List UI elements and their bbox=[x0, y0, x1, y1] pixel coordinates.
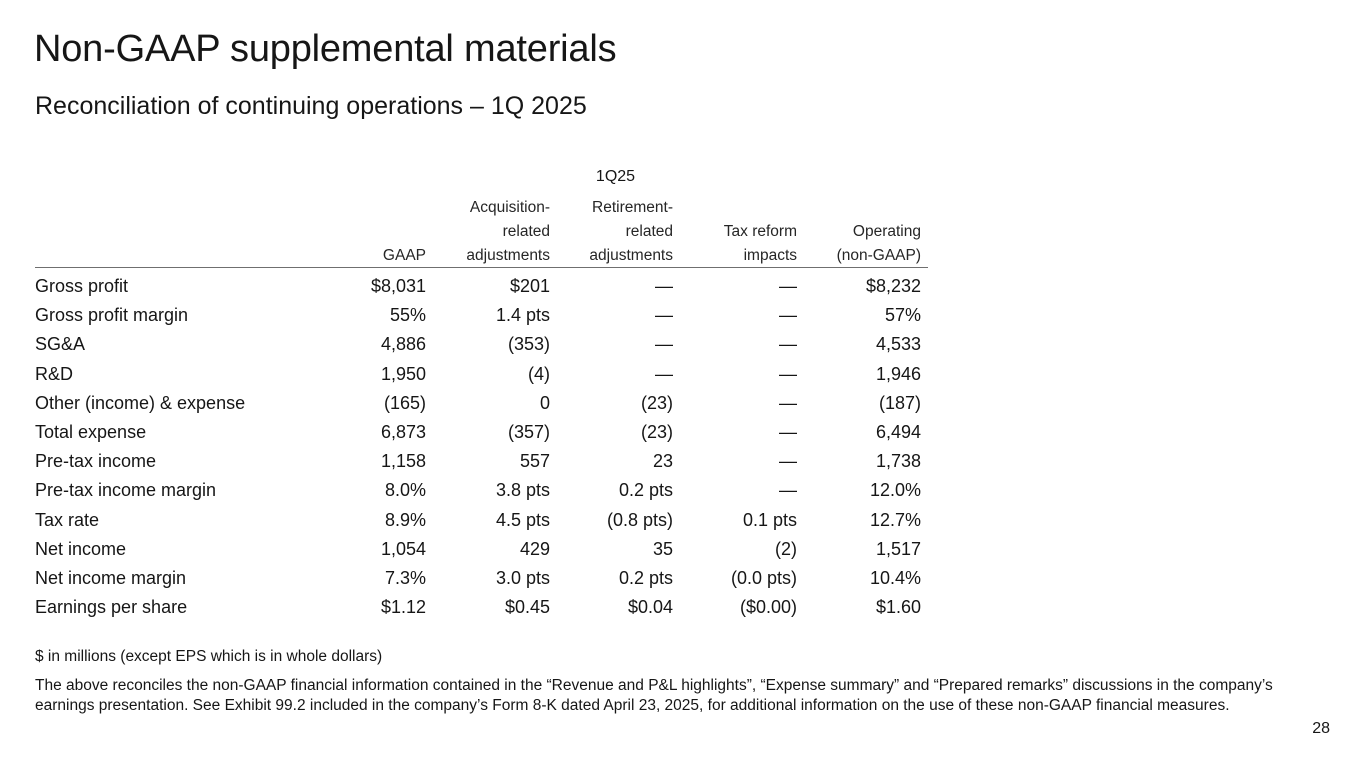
table-cell: 7.3% bbox=[384, 567, 426, 588]
table-cell: 429 bbox=[519, 538, 550, 559]
row-label: Tax rate bbox=[35, 509, 100, 530]
column-header-line: GAAP bbox=[382, 247, 426, 264]
table-cell: 1.4 pts bbox=[495, 305, 550, 326]
table-cell: 0.1 pts bbox=[742, 509, 797, 530]
table-cell: $1.12 bbox=[380, 597, 426, 618]
col-acquisition-header bbox=[410, 198, 550, 268]
table-row bbox=[35, 506, 928, 535]
table-cell: (0.0 pts) bbox=[730, 567, 797, 588]
table-cell: 6,494 bbox=[875, 421, 921, 442]
table-cell: — bbox=[779, 363, 797, 384]
table-cell: — bbox=[779, 451, 797, 472]
table-cell: 23 bbox=[652, 451, 673, 472]
column-header-line: Operating bbox=[852, 223, 921, 240]
table-cell: (357) bbox=[507, 421, 550, 442]
table-cell: (0.8 pts) bbox=[606, 509, 673, 530]
table-cell: $8,232 bbox=[865, 276, 921, 296]
table-cell: 57% bbox=[884, 305, 921, 326]
table-cell: (4) bbox=[528, 363, 550, 384]
table-cell: 6,873 bbox=[380, 421, 426, 442]
table-cell: 1,054 bbox=[380, 538, 426, 559]
table-cell: $201 bbox=[509, 276, 550, 296]
row-label: Total expense bbox=[35, 421, 147, 442]
col-tax-reform-header bbox=[657, 198, 797, 268]
table-row bbox=[35, 535, 928, 564]
row-label: Pre-tax income margin bbox=[35, 480, 217, 501]
table-row bbox=[35, 301, 928, 330]
disclaimer-text: The above reconciles the non-GAAP financial information contained in the “Revenue and P&L highlights”, “Expense summary” and “Prepared remarks” discussions in the company’s earnings presentation. See Exhibit 99.2 included in the company’s Form 8-K dated April 23, 2025, for additional information on the use of these non-GAAP financial measures. bbox=[35, 677, 1273, 714]
table-row bbox=[35, 476, 928, 505]
table-cell: 4,886 bbox=[380, 334, 426, 355]
col-operating-header bbox=[781, 198, 921, 268]
table-cell: — bbox=[655, 363, 673, 384]
table-cell: 12.0% bbox=[869, 480, 921, 501]
table-cell: — bbox=[779, 276, 797, 296]
col-retirement-header bbox=[533, 198, 673, 268]
table-cell: 1,738 bbox=[875, 451, 921, 472]
row-label: Earnings per share bbox=[35, 597, 188, 618]
table-cell: 10.4% bbox=[869, 567, 921, 588]
table-row bbox=[35, 360, 928, 389]
header-divider bbox=[35, 267, 928, 268]
table-cell: — bbox=[779, 334, 797, 355]
table-cell: 35 bbox=[652, 538, 673, 559]
table-cell: — bbox=[779, 421, 797, 442]
table-cell: (23) bbox=[640, 421, 673, 442]
table-cell: 4.5 pts bbox=[495, 509, 550, 530]
table-cell: 3.8 pts bbox=[495, 480, 550, 501]
table-cell: $0.04 bbox=[627, 597, 673, 618]
table-cell: 0.2 pts bbox=[618, 567, 673, 588]
table-cell: (165) bbox=[383, 392, 426, 413]
table-cell: 12.7% bbox=[869, 509, 921, 530]
column-header-line: related bbox=[502, 223, 550, 240]
table-cell: 1,946 bbox=[875, 363, 921, 384]
column-header-line: Retirement- bbox=[592, 199, 673, 216]
table-cell: — bbox=[655, 334, 673, 355]
table-cell: 55% bbox=[389, 305, 426, 326]
table-cell: 557 bbox=[519, 451, 550, 472]
table-cell: (353) bbox=[507, 334, 550, 355]
column-header-line: Acquisition- bbox=[469, 199, 550, 216]
table-row bbox=[35, 564, 928, 593]
row-label: R&D bbox=[35, 363, 74, 384]
row-label: Gross profit bbox=[35, 276, 129, 296]
table-cell: — bbox=[779, 305, 797, 326]
table-row bbox=[35, 418, 928, 447]
table-cell: $1.60 bbox=[875, 597, 921, 618]
table-cell: (2) bbox=[775, 538, 797, 559]
slide-title: Non-GAAP supplemental materials bbox=[34, 28, 617, 70]
table-cell: 1,158 bbox=[380, 451, 426, 472]
column-header-line: Tax reform bbox=[723, 223, 797, 240]
row-label: SG&A bbox=[35, 334, 86, 355]
table-cell: 3.0 pts bbox=[495, 567, 550, 588]
table-row bbox=[35, 272, 928, 301]
period-header: 1Q25 bbox=[595, 168, 636, 185]
table-cell: (187) bbox=[878, 392, 921, 413]
slide-subtitle: Reconciliation of continuing operations – 1Q 2025 bbox=[35, 92, 587, 120]
column-header-line: adjustments bbox=[466, 247, 550, 264]
table-row bbox=[35, 389, 928, 418]
table-cell: 8.9% bbox=[384, 509, 426, 530]
row-label: Net income margin bbox=[35, 567, 187, 588]
col-gaap-header bbox=[286, 198, 426, 268]
column-header-line: (non-GAAP) bbox=[836, 247, 921, 264]
table-cell: 1,517 bbox=[875, 538, 921, 559]
table-cell: 0.2 pts bbox=[618, 480, 673, 501]
row-label: Pre-tax income bbox=[35, 451, 157, 472]
table-cell: — bbox=[655, 305, 673, 326]
table-cell: 8.0% bbox=[384, 480, 426, 501]
table-cell: — bbox=[779, 392, 797, 413]
table-cell: 0 bbox=[539, 392, 550, 413]
row-label: Gross profit margin bbox=[35, 305, 189, 326]
table-cell: ($0.00) bbox=[739, 597, 797, 618]
column-header-line: impacts bbox=[743, 247, 797, 264]
column-header-line: adjustments bbox=[589, 247, 673, 264]
table-cell: (23) bbox=[640, 392, 673, 413]
table-cell: 1,950 bbox=[380, 363, 426, 384]
table-cell: 4,533 bbox=[875, 334, 921, 355]
column-header-line: related bbox=[625, 223, 673, 240]
reconciliation-table bbox=[35, 272, 928, 622]
row-label: Other (income) & expense bbox=[35, 392, 246, 413]
table-cell: — bbox=[655, 276, 673, 296]
table-cell: — bbox=[779, 480, 797, 501]
row-label: Net income bbox=[35, 538, 127, 559]
page-number: 28 bbox=[1312, 720, 1330, 737]
table-cell: $0.45 bbox=[504, 597, 550, 618]
table-row bbox=[35, 593, 928, 622]
table-cell: $8,031 bbox=[370, 276, 426, 296]
units-note: $ in millions (except EPS which is in whole dollars) bbox=[35, 648, 383, 665]
table-row bbox=[35, 447, 928, 476]
table-row bbox=[35, 330, 928, 359]
